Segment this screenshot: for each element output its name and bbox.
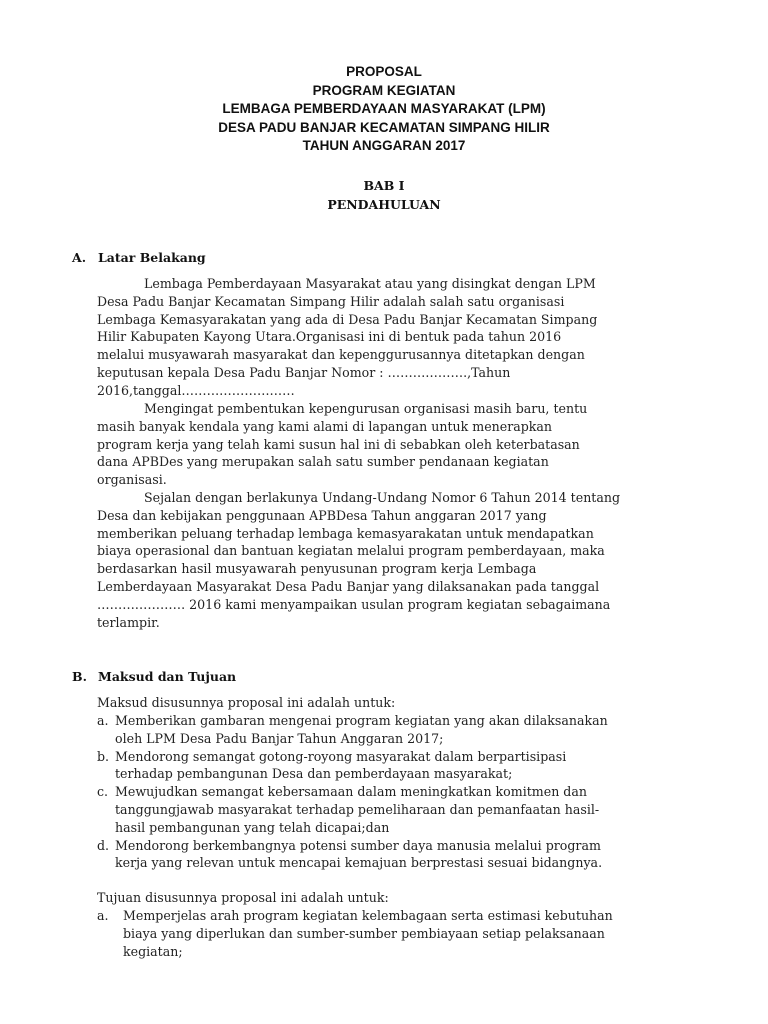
text-line: Lembaga Pemberdayaan Masyarakat atau yang disingkat dengan LPM — [144, 276, 596, 291]
text-line: ………………… 2016 kami menyampaikan usulan program kegiatan sebagaimana — [97, 596, 611, 612]
text-line: melalui musyawarah masyarakat dan kepenggurusannya ditetapkan dengan — [97, 347, 585, 363]
text-line: program kerja yang telah kami susun hal ini di sebabkan oleh keterbatasan — [97, 436, 580, 452]
list-marker: c. — [97, 784, 109, 800]
text-line: terhadap pembangunan Desa dan pemberdayaan masyarakat; — [115, 766, 513, 782]
chapter-title: PENDAHULUAN — [327, 196, 441, 212]
text-line: terlampir. — [97, 614, 160, 630]
title-line: TAHUN ANGGARAN 2017 — [302, 138, 466, 153]
text-line: 2016,tanggal……………………… — [97, 382, 295, 398]
list-marker: d. — [97, 837, 110, 853]
title-line: PROGRAM KEGIATAN — [312, 82, 456, 98]
text-line: tanggungjawab masyarakat terhadap pemeliharaan dan pemanfaatan hasil- — [115, 801, 600, 817]
latar-paragraph-3 — [97, 489, 697, 631]
list-item — [97, 712, 697, 748]
text-line: masih banyak kendala yang kami alami di lapangan untuk menerapkan — [97, 418, 553, 434]
text-line: hasil pembangunan yang telah dicapai;dan — [115, 819, 390, 835]
list-marker: a. — [97, 908, 109, 923]
text-line: kegiatan; — [123, 943, 183, 959]
text-line: dana APBDes yang merupakan salah satu sumber pendanaan kegiatan — [97, 454, 549, 470]
list-marker: b. — [97, 748, 110, 764]
tujuan-list — [97, 907, 697, 960]
text-line: oleh LPM Desa Padu Banjar Tahun Anggaran 2017; — [115, 730, 444, 746]
text-line: kerja yang relevan untuk mencapai kemajuan berprestasi sesuai bidangnya. — [115, 855, 603, 871]
text-line: Mendorong berkembangnya potensi sumber daya manusia melalui program — [115, 837, 601, 853]
text-line: Lembaga Kemasyarakatan yang ada di Desa Padu Banjar Kecamatan Simpang — [97, 311, 598, 327]
text-line: keputusan kepala Desa Padu Banjar Nomor : ……………….,Tahun — [97, 364, 511, 380]
text-line: Desa dan kebijakan penggunaan APBDesa Tahun anggaran 2017 yang — [97, 507, 547, 523]
text-line: biaya operasional dan bantuan kegiatan melalui program pemberdayaan, maka — [97, 543, 605, 559]
chapter-number: BAB I — [363, 178, 405, 193]
text-line: Mendorong semangat gotong-royong masyarakat dalam berpartisipasi — [115, 748, 567, 764]
section-a-heading — [72, 249, 206, 267]
section-b-letter: B. — [72, 669, 87, 684]
text-line: Memberikan gambaran mengenai program kegiatan yang akan dilaksanakan — [115, 713, 608, 728]
text-line: berdasarkan hasil musyawarah penyusunan program kerja Lembaga — [97, 561, 537, 577]
text-line: Tujuan disusunnya proposal ini adalah untuk: — [97, 890, 389, 905]
text-line: Lemberdayaan Masyarakat Desa Padu Banjar yang dilaksanakan pada tanggal — [97, 578, 600, 594]
section-a-letter: A. — [72, 250, 87, 265]
document-title — [0, 63, 768, 156]
title-line: DESA PADU BANJAR KECAMATAN SIMPANG HILIR — [218, 119, 550, 135]
text-line: Memperjelas arah program kegiatan kelembagaan serta estimasi kebutuhan — [123, 908, 613, 923]
maksud-intro — [97, 694, 697, 712]
chapter-heading — [0, 177, 768, 214]
maksud-list — [97, 712, 697, 872]
title-line: PROPOSAL — [346, 64, 422, 79]
text-line: Desa Padu Banjar Kecamatan Simpang Hilir adalah salah satu organisasi — [97, 293, 565, 309]
text-line: biaya yang diperlukan dan sumber-sumber pembiayaan setiap pelaksanaan — [123, 925, 605, 941]
list-item — [97, 783, 697, 836]
text-line: Mengingat pembentukan kepengurusan organisasi masih baru, tentu — [144, 401, 588, 416]
text-line: Sejalan dengan berlakunya Undang-Undang Nomor 6 Tahun 2014 tentang — [144, 490, 621, 505]
list-item — [97, 837, 697, 873]
list-item — [97, 907, 697, 960]
text-line: Hilir Kabupaten Kayong Utara.Organisasi ini di bentuk pada tahun 2016 — [97, 329, 562, 345]
section-b-title: Maksud dan Tujuan — [98, 669, 237, 684]
latar-paragraph-1 — [97, 275, 697, 400]
list-item — [97, 748, 697, 784]
list-marker: a. — [97, 713, 109, 728]
text-line: Maksud disusunnya proposal ini adalah untuk: — [97, 695, 396, 710]
text-line: memberikan peluang terhadap lembaga kemasyarakatan untuk mendapatkan — [97, 525, 594, 541]
latar-paragraph-2 — [97, 400, 697, 489]
tujuan-intro — [97, 889, 697, 907]
title-line: LEMBAGA PEMBERDAYAAN MASYARAKAT (LPM) — [222, 101, 546, 116]
text-line: organisasi. — [97, 472, 167, 488]
text-line: Mewujudkan semangat kebersamaan dalam meningkatkan komitmen dan — [115, 784, 587, 800]
section-b-heading — [72, 668, 236, 686]
section-a-title: Latar Belakang — [98, 250, 206, 265]
